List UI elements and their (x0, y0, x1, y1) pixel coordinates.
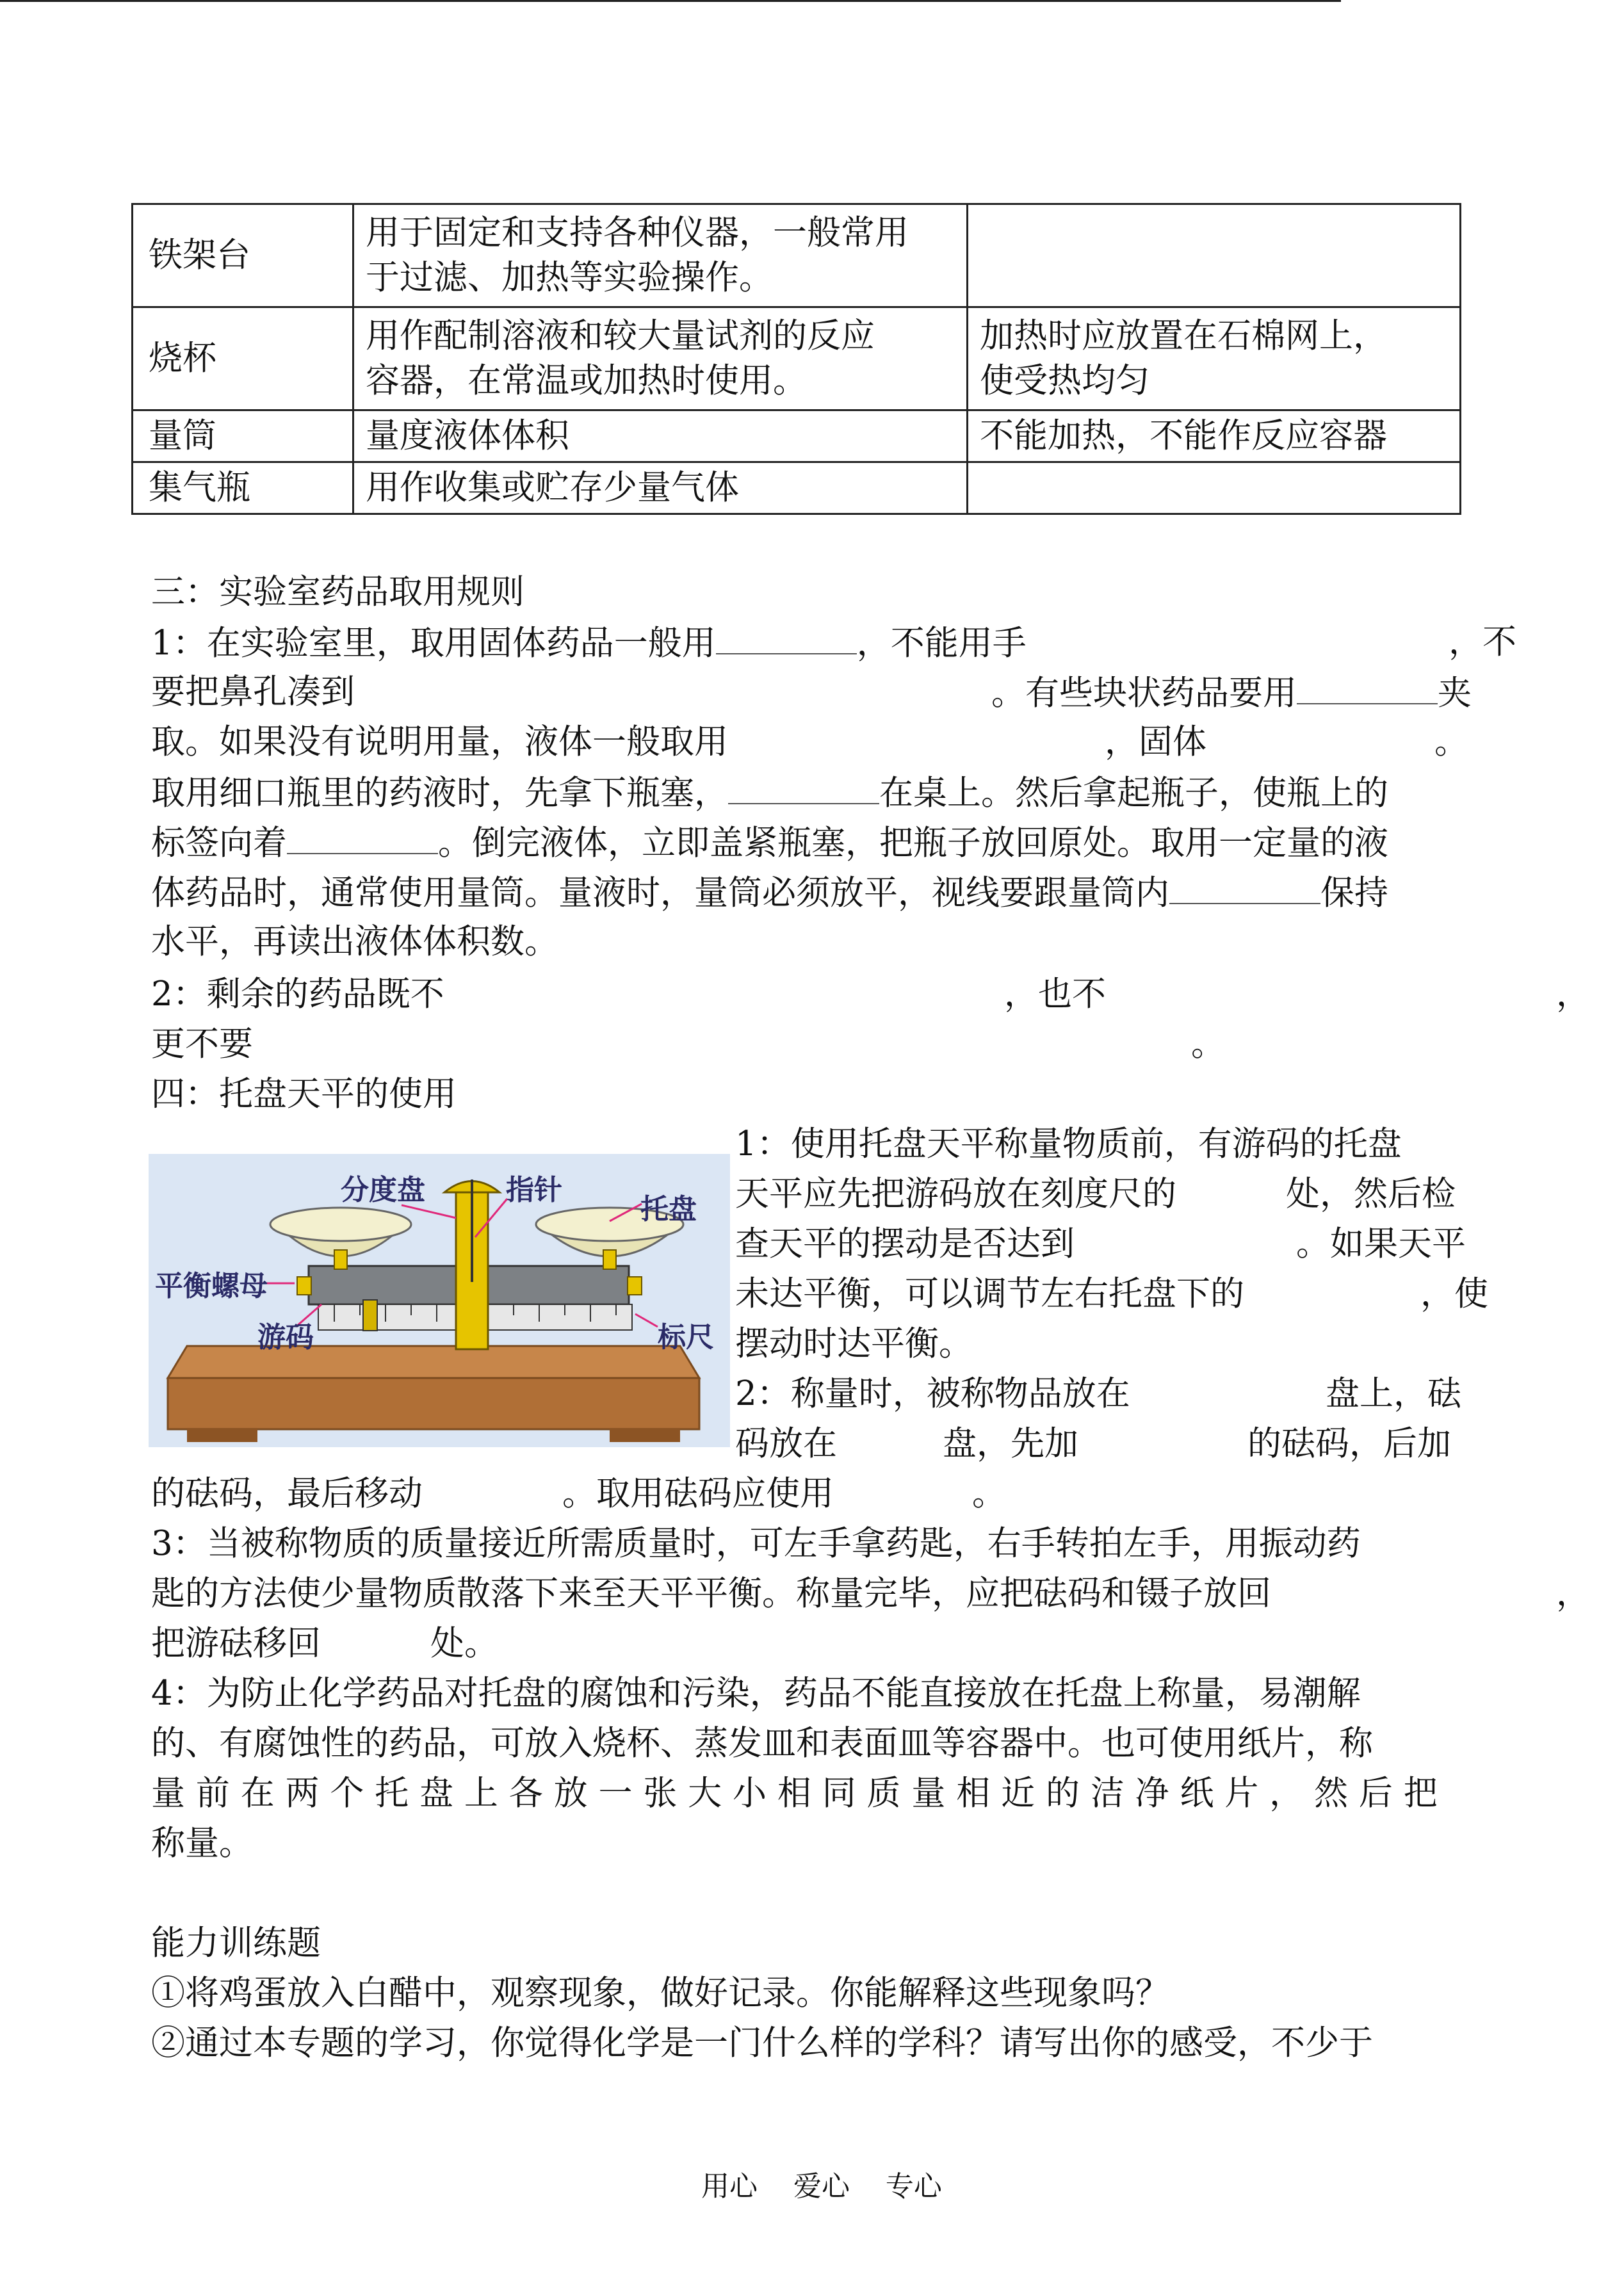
table-cell-name: 烧杯 (133, 307, 353, 410)
instrument-table (131, 203, 1461, 515)
s3-line-6: 体药品时，通常使用量筒。量液时，量筒必须放平，视线要跟量筒内 保持 (151, 870, 1388, 916)
label-dial: 分度盘 (341, 1174, 425, 1206)
label-scale: 标尺 (658, 1321, 714, 1354)
section4-heading: 四：托盘天平的使用 (151, 1075, 457, 1114)
s3-line-3-end: 。 (1434, 722, 1468, 761)
s4-line-11: 把游砝移回 (151, 1624, 321, 1663)
table-cell-name: 集气瓶 (133, 462, 353, 514)
s4-line-8-mid: 。取用砝码应使用 (562, 1474, 834, 1513)
s4-line-10: 匙的方法使少量物质散落下来至天平平衡。称量完毕，应把砝码和镊子放回 (151, 1574, 1271, 1613)
s3-line-1: 1：在实验室里，取用固体药品一般用 ，不能用手 (151, 620, 1027, 666)
table-row (133, 462, 1461, 514)
label-tray: 托盘 (640, 1193, 697, 1226)
s4-right-3-end: 。如果天平 (1296, 1224, 1466, 1263)
s3-line-8: 2：剩余的药品既不 (151, 975, 444, 1014)
s4-line-11-end: 处。 (430, 1624, 498, 1663)
s3-line-4: 取用细口瓶里的药液时，先拿下瓶塞， 在桌上。然后拿起瓶子，使瓶上的 (151, 770, 1388, 816)
s4-right-7: 码放在 (735, 1424, 837, 1463)
section3-heading: 三：实验室药品取用规则 (151, 572, 524, 612)
s3-line-1-end: ，不 (1449, 622, 1516, 661)
s4-right-2-end: 处，然后检 (1286, 1174, 1456, 1213)
s4-right-4-end: ，使 (1420, 1274, 1488, 1313)
table-row (133, 307, 1461, 410)
label-pointer: 指针 (506, 1174, 562, 1206)
balance-figure (149, 1154, 730, 1447)
exercise-q1: ①将鸡蛋放入白醋中，观察现象，做好记录。你能解释这些现象吗？ (151, 1974, 1169, 2013)
page-footer: 用心 爱心 专心 (701, 2170, 942, 2203)
s4-line-8-end: 。 (972, 1474, 1006, 1513)
label-balance-nut: 平衡螺母 (155, 1270, 268, 1302)
s4-right-7-mid: 盘，先加 (943, 1424, 1078, 1463)
s4-line-9: 3：当被称物质的质量接近所需质量时，可左手拿药匙，右手转拍左手，用振动药 (151, 1524, 1361, 1563)
table-cell-name: 铁架台 (133, 204, 353, 307)
s4-right-7-end: 的砝码，后加 (1247, 1424, 1451, 1463)
s4-line-8: 的砝码，最后移动 (151, 1474, 423, 1513)
s4-right-4: 未达平衡，可以调节左右托盘下的 (735, 1274, 1244, 1313)
table-cell-use: 用作收集或贮存少量气体 (353, 462, 968, 514)
table-row (133, 204, 1461, 307)
s4-line-10-end: ， (1556, 1574, 1590, 1613)
s4-right-6: 2：称量时，被称物品放在 (735, 1374, 1130, 1413)
table-cell-note (968, 462, 1461, 514)
s4-line-13: 的、有腐蚀性的药品，可放入烧杯、蒸发皿和表面皿等容器中。也可使用纸片，称 (151, 1724, 1373, 1763)
s3-line-3: 取。如果没有说明用量，液体一般取用 (151, 722, 728, 761)
s4-line-15: 称量。 (151, 1824, 253, 1863)
table-cell-name: 量筒 (133, 410, 353, 462)
exercise-q2: ②通过本专题的学习，你觉得化学是一门什么样的学科？请写出你的感受，不少于 (151, 2023, 1373, 2063)
s3-line-8-mid: ，也不 (1004, 975, 1106, 1014)
table-cell-note: 不能加热，不能作反应容器 (968, 410, 1461, 462)
table-cell-use: 用于固定和支持各种仪器，一般常用 于过滤、加热等实验操作。 (353, 204, 968, 307)
s3-line-8-end: ， (1556, 975, 1590, 1014)
s3-line-9: 更不要 (151, 1025, 253, 1064)
s4-right-2: 天平应先把游码放在刻度尺的 (735, 1174, 1176, 1213)
s4-line-14: 量 前 在 两 个 托 盘 上 各 放 一 张 大 小 相 同 质 量 相 近 的 洁 净 纸 片 ， 然 后 把 (151, 1774, 1438, 1813)
s3-line-9-end: 。 (1191, 1025, 1225, 1064)
s4-right-3: 查天平的摆动是否达到 (735, 1224, 1075, 1263)
s3-line-5: 标签向着 。倒完液体，立即盖紧瓶塞，把瓶子放回原处。取用一定量的液 (151, 820, 1388, 866)
exercises-heading: 能力训练题 (151, 1924, 321, 1963)
table-cell-note (968, 204, 1461, 307)
s4-line-12: 4：为防止化学药品对托盘的腐蚀和污染，药品不能直接放在托盘上称量，易潮解 (151, 1674, 1361, 1713)
label-rider: 游码 (257, 1321, 314, 1354)
s3-line-2-mid: 。有些块状药品要用 夹 (991, 670, 1472, 716)
s4-right-6-end: 盘上，砝 (1326, 1374, 1461, 1413)
header-rule (0, 0, 1341, 2)
s4-right-1: 1：使用托盘天平称量物质前，有游码的托盘 (735, 1124, 1402, 1164)
table-cell-use: 用作配制溶液和较大量试剂的反应 容器，在常温或加热时使用。 (353, 307, 968, 410)
s4-right-5: 摆动时达平衡。 (735, 1324, 973, 1363)
s3-line-2: 要把鼻孔凑到 (151, 672, 355, 711)
table-row (133, 410, 1461, 462)
s3-line-3-mid: ，固体 (1105, 722, 1206, 761)
s3-line-7: 水平，再读出液体体积数。 (151, 922, 558, 961)
table-cell-note: 加热时应放置在石棉网上， 使受热均匀 (968, 307, 1461, 410)
table-cell-use: 量度液体体积 (353, 410, 968, 462)
